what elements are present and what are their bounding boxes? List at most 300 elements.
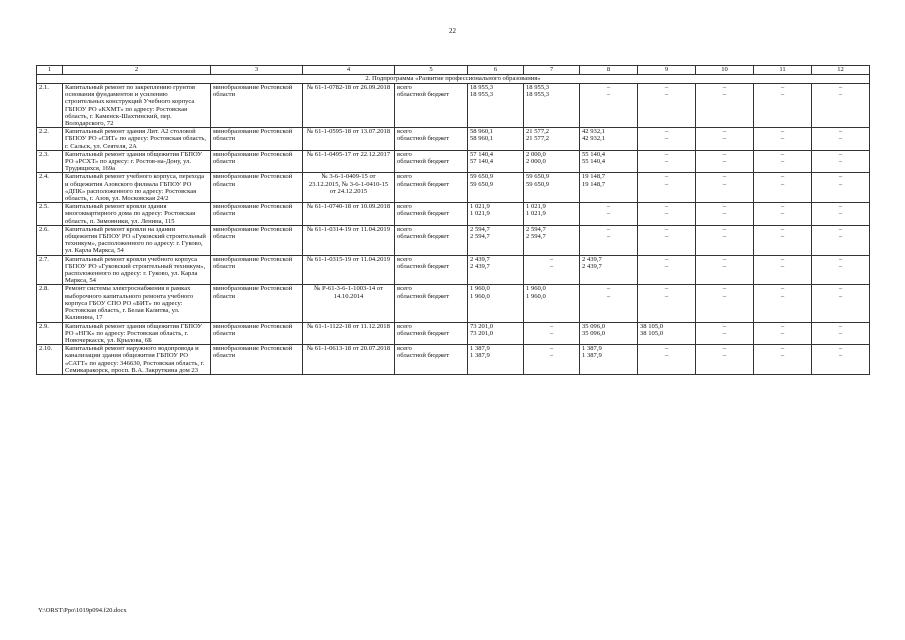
value-total: – xyxy=(549,255,554,263)
value-total: 1 021,9 xyxy=(526,203,546,211)
value-total: – xyxy=(780,225,785,233)
value-col-12 xyxy=(812,255,870,285)
value-total: – xyxy=(722,84,727,91)
value-regional: 1 387,9 xyxy=(470,352,490,360)
value-col-10 xyxy=(696,285,754,322)
value-regional: 1 021,9 xyxy=(526,210,546,218)
value-regional: – xyxy=(780,158,785,166)
value-regional: – xyxy=(664,210,669,218)
value-regional: – xyxy=(664,262,669,270)
design-document: № 61-1-0315-19 от 11.04.2019 xyxy=(303,255,395,285)
value-total: – xyxy=(838,345,843,353)
funding-source-regional: областной бюджет xyxy=(397,352,450,360)
page-number: 22 xyxy=(449,27,456,35)
value-col-6 xyxy=(468,203,524,226)
value-col-9 xyxy=(638,128,696,151)
value-col-7 xyxy=(524,225,580,255)
value-total: – xyxy=(606,225,611,233)
column-number-9: 9 xyxy=(638,66,696,75)
value-regional: – xyxy=(838,158,843,166)
value-regional: – xyxy=(780,180,785,188)
value-total: 18 955,3 xyxy=(526,84,550,91)
funding-source-regional: областной бюджет xyxy=(397,158,450,166)
value-total: – xyxy=(606,203,611,211)
value-total: 18 955,3 xyxy=(470,84,494,91)
value-regional: – xyxy=(664,292,669,300)
column-number-1: 1 xyxy=(37,66,63,75)
value-col-12 xyxy=(812,285,870,322)
funding-source-total: всего xyxy=(397,225,412,233)
value-col-10 xyxy=(696,128,754,151)
value-regional: – xyxy=(838,135,843,143)
value-col-11 xyxy=(754,203,812,226)
responsible-ministry: минобразование Ростовской области xyxy=(211,203,303,226)
value-regional: 58 960,1 xyxy=(470,135,494,143)
value-col-11 xyxy=(754,128,812,151)
object-name: Ремонт системы электроснабжения в рамках выборочного капитального ремонта учебного корпуса ГБОУ СПО РО «БИТ» по адресу: Ростовская область, г. Белая Калитва, ул. Калинина, 17 xyxy=(63,285,211,322)
value-regional: – xyxy=(722,262,727,270)
value-total: 1 960,0 xyxy=(470,285,490,293)
value-regional: – xyxy=(722,135,727,143)
value-total: 1 960,0 xyxy=(526,285,546,293)
value-col-10 xyxy=(696,203,754,226)
value-total: 35 096,0 xyxy=(582,322,606,330)
subprogram-title: 2. Подпрограмма «Развитие профессионального образования» xyxy=(37,75,870,84)
column-number-3: 3 xyxy=(211,66,303,75)
value-regional: 35 096,0 xyxy=(582,329,606,337)
table-row xyxy=(37,285,870,322)
funding-source-total: всего xyxy=(397,84,412,91)
value-regional: – xyxy=(838,233,843,241)
row-number: 2.3. xyxy=(37,150,63,173)
funding-source-regional: областной бюджет xyxy=(397,233,450,241)
value-total: – xyxy=(722,322,727,330)
file-path-footer: Y:\ORST\Ppo\1019p094.f20.docx xyxy=(38,607,127,614)
value-col-10 xyxy=(696,322,754,345)
value-regional: – xyxy=(606,292,611,300)
value-regional: – xyxy=(838,292,843,300)
value-regional: – xyxy=(838,352,843,360)
value-col-9 xyxy=(638,150,696,173)
value-regional: – xyxy=(549,262,554,270)
value-col-10 xyxy=(696,255,754,285)
value-regional: – xyxy=(722,210,727,218)
value-total: 1 387,9 xyxy=(582,345,602,353)
row-number: 2.8. xyxy=(37,285,63,322)
value-col-8 xyxy=(580,84,638,128)
value-regional: – xyxy=(664,180,669,188)
table-row xyxy=(37,322,870,345)
value-col-10 xyxy=(696,225,754,255)
value-regional: – xyxy=(780,210,785,218)
value-col-7 xyxy=(524,322,580,345)
value-total: – xyxy=(838,255,843,263)
column-number-12: 12 xyxy=(812,66,870,75)
value-total: – xyxy=(664,203,669,211)
column-number-row xyxy=(37,66,870,75)
funding-source-total: всего xyxy=(397,203,412,211)
value-regional: 59 650,9 xyxy=(470,180,494,188)
funding-source xyxy=(395,255,468,285)
value-regional: – xyxy=(664,352,669,360)
value-regional: – xyxy=(549,329,554,337)
value-total: 1 021,9 xyxy=(470,203,490,211)
value-regional: – xyxy=(606,233,611,241)
value-col-10 xyxy=(696,173,754,203)
value-regional: – xyxy=(664,135,669,143)
value-regional: – xyxy=(838,180,843,188)
funding-source-total: всего xyxy=(397,128,412,136)
value-total: – xyxy=(780,255,785,263)
value-regional: – xyxy=(780,292,785,300)
funding-source xyxy=(395,128,468,151)
value-col-12 xyxy=(812,225,870,255)
value-col-11 xyxy=(754,255,812,285)
responsible-ministry: минобразование Ростовской области xyxy=(211,128,303,151)
funding-source-total: всего xyxy=(397,285,412,293)
value-regional: 73 201,0 xyxy=(470,329,494,337)
value-total: – xyxy=(838,225,843,233)
value-total: – xyxy=(780,173,785,181)
row-number: 2.2. xyxy=(37,128,63,151)
value-col-11 xyxy=(754,285,812,322)
object-name: Капитальный ремонт учебного корпуса, перехода и общежития Азовского филиала ГБПОУ РО «ДПК» расположенного по адресу: Ростовская область, г. Азов, ул. Московская 24/2 xyxy=(63,173,211,203)
value-col-8 xyxy=(580,203,638,226)
value-col-11 xyxy=(754,84,812,128)
value-total: – xyxy=(780,285,785,293)
object-name: Капитальный ремонт кровли здания многоквартирного дома по адресу: Ростовская область, п. Зимовники, ул. Ленина, 115 xyxy=(63,203,211,226)
value-total: 21 577,2 xyxy=(526,128,550,136)
value-col-9 xyxy=(638,203,696,226)
value-total: – xyxy=(664,255,669,263)
column-number-2: 2 xyxy=(63,66,211,75)
value-col-8 xyxy=(580,322,638,345)
value-col-7 xyxy=(524,150,580,173)
value-total: – xyxy=(664,84,669,91)
value-total: 2 439,7 xyxy=(582,255,602,263)
value-regional: – xyxy=(838,210,843,218)
value-regional: – xyxy=(722,158,727,166)
responsible-ministry: минобразование Ростовской области xyxy=(211,84,303,128)
row-number: 2.4. xyxy=(37,173,63,203)
value-total: 2 000,0 xyxy=(526,150,546,158)
value-total: – xyxy=(838,84,843,91)
value-col-9 xyxy=(638,173,696,203)
value-regional: – xyxy=(838,91,843,99)
funding-source xyxy=(395,225,468,255)
value-col-11 xyxy=(754,225,812,255)
column-number-7: 7 xyxy=(524,66,580,75)
value-total: – xyxy=(780,128,785,136)
value-regional: 18 955,3 xyxy=(526,91,550,99)
value-regional: 1 021,9 xyxy=(470,210,490,218)
value-col-7 xyxy=(524,203,580,226)
object-name: Капитальный ремонт здания общежития ГБПОУ РО «НГК» по адресу: Ростовская область, г. Новочеркасск, ул. Крылова, 6Б xyxy=(63,322,211,345)
value-col-9 xyxy=(638,345,696,375)
funding-source-total: всего xyxy=(397,345,412,353)
responsible-ministry: минобразование Ростовской области xyxy=(211,173,303,203)
budget-table xyxy=(36,65,870,375)
value-regional: 2 439,7 xyxy=(582,262,602,270)
value-total: 2 594,7 xyxy=(470,225,490,233)
value-regional: 21 577,2 xyxy=(526,135,550,143)
table-row xyxy=(37,84,870,128)
table-row xyxy=(37,225,870,255)
value-total: – xyxy=(664,225,669,233)
funding-source-total: всего xyxy=(397,322,412,330)
table-row xyxy=(37,203,870,226)
value-total: – xyxy=(664,128,669,136)
object-name: Капитальный ремонт наружного водопровода и канализации здания общежития ГБПОУ РО «САТТ» по адресу: 346630, Ростовская область, г. Семикаракорск, просп. В.А. Закруткина дом 23 xyxy=(63,345,211,375)
responsible-ministry: минобразование Ростовской области xyxy=(211,225,303,255)
object-name: Капитальный ремонт кровли учебного корпуса ГБПОУ РО «Гуковский строительный техникум», расположенного по адресу: г. Гуково, ул. Карла Маркса, 54 xyxy=(63,255,211,285)
value-total: – xyxy=(838,203,843,211)
row-number: 2.9. xyxy=(37,322,63,345)
responsible-ministry: минобразование Ростовской области xyxy=(211,345,303,375)
value-total: – xyxy=(606,84,611,91)
value-regional: – xyxy=(780,352,785,360)
value-col-9 xyxy=(638,285,696,322)
value-total: – xyxy=(780,84,785,91)
funding-source-total: всего xyxy=(397,255,412,263)
value-col-6 xyxy=(468,150,524,173)
design-document: № 61-1-0314-19 от 11.04.2019 xyxy=(303,225,395,255)
funding-source-regional: областной бюджет xyxy=(397,91,450,99)
value-regional: 42 932,1 xyxy=(582,135,606,143)
value-regional: 1 960,0 xyxy=(470,292,490,300)
value-regional: 2 000,0 xyxy=(526,158,546,166)
table-row xyxy=(37,345,870,375)
value-col-12 xyxy=(812,84,870,128)
funding-source-regional: областной бюджет xyxy=(397,180,450,188)
funding-source-regional: областной бюджет xyxy=(397,210,450,218)
value-total: – xyxy=(549,322,554,330)
value-col-8 xyxy=(580,173,638,203)
value-regional: 19 148,7 xyxy=(582,180,606,188)
funding-source-regional: областной бюджет xyxy=(397,135,450,143)
value-total: 38 105,0 xyxy=(640,322,664,330)
value-regional: 2 439,7 xyxy=(470,262,490,270)
value-total: 2 594,7 xyxy=(526,225,546,233)
funding-source xyxy=(395,285,468,322)
value-regional: – xyxy=(722,329,727,337)
value-total: – xyxy=(664,285,669,293)
value-col-9 xyxy=(638,225,696,255)
value-col-6 xyxy=(468,322,524,345)
value-col-6 xyxy=(468,345,524,375)
value-col-7 xyxy=(524,173,580,203)
funding-source xyxy=(395,345,468,375)
value-col-10 xyxy=(696,84,754,128)
value-total: 42 932,1 xyxy=(582,128,606,136)
value-total: – xyxy=(722,285,727,293)
value-total: – xyxy=(664,345,669,353)
row-number: 2.10. xyxy=(37,345,63,375)
value-regional: – xyxy=(549,352,554,360)
value-col-11 xyxy=(754,173,812,203)
value-regional: – xyxy=(722,292,727,300)
value-regional: – xyxy=(664,91,669,99)
value-regional: 2 594,7 xyxy=(526,233,546,241)
value-col-12 xyxy=(812,173,870,203)
funding-source xyxy=(395,173,468,203)
value-total: – xyxy=(838,173,843,181)
table-row xyxy=(37,150,870,173)
value-regional: 1 387,9 xyxy=(582,352,602,360)
value-regional: – xyxy=(722,91,727,99)
funding-source-regional: областной бюджет xyxy=(397,262,450,270)
value-total: – xyxy=(838,322,843,330)
value-total: – xyxy=(722,150,727,158)
value-col-12 xyxy=(812,203,870,226)
funding-source-total: всего xyxy=(397,150,412,158)
value-total: 2 439,7 xyxy=(470,255,490,263)
object-name: Капитальный ремонт кровли на здании общежития ГБПОУ РО «Гуковский строительный техникум», расположенного по адресу: г. Гуково, ул. Карла Маркса, 54 xyxy=(63,225,211,255)
value-regional: – xyxy=(664,233,669,241)
value-total: – xyxy=(780,322,785,330)
funding-source-regional: областной бюджет xyxy=(397,292,450,300)
design-document: № 61-1-1122-18 от 11.12.2018 xyxy=(303,322,395,345)
value-total: – xyxy=(780,203,785,211)
design-document: № 61-1-0613-18 от 20.07.2018 xyxy=(303,345,395,375)
value-total: – xyxy=(722,255,727,263)
value-col-10 xyxy=(696,150,754,173)
object-name: Капитальный ремонт здания общежития ГБПОУ РО «РСХТ» по адресу: г. Ростов-на-Дону, ул. Трудящихся, 169а xyxy=(63,150,211,173)
funding-source-regional: областной бюджет xyxy=(397,329,450,337)
value-col-9 xyxy=(638,255,696,285)
row-number: 2.1. xyxy=(37,84,63,128)
value-regional: 55 140,4 xyxy=(582,158,606,166)
value-col-11 xyxy=(754,345,812,375)
value-col-6 xyxy=(468,128,524,151)
value-col-11 xyxy=(754,322,812,345)
object-name: Капитальный ремонт по закреплению грунтов основания фундаментов и усилению строительных конструкций Учебного корпуса ГБПОУ РО «КХМТ» по адресу: Ростовская область, г. Каменск-Шахтинский, пер. Володарского, 72 xyxy=(63,84,211,128)
value-regional: 59 650,9 xyxy=(526,180,550,188)
value-total: 55 140,4 xyxy=(582,150,606,158)
value-col-8 xyxy=(580,255,638,285)
design-document: № 61-1-0495-17 от 22.12.2017 xyxy=(303,150,395,173)
value-total: – xyxy=(722,225,727,233)
value-regional: 18 955,3 xyxy=(470,91,494,99)
value-total: 57 140,4 xyxy=(470,150,494,158)
value-regional: – xyxy=(606,91,611,99)
value-regional: – xyxy=(722,180,727,188)
value-col-10 xyxy=(696,345,754,375)
value-regional: – xyxy=(780,135,785,143)
value-regional: 38 105,0 xyxy=(640,329,664,337)
funding-source xyxy=(395,203,468,226)
funding-source xyxy=(395,84,468,128)
value-total: 19 148,7 xyxy=(582,173,606,181)
value-col-12 xyxy=(812,128,870,151)
value-regional: – xyxy=(838,262,843,270)
value-regional: 2 594,7 xyxy=(470,233,490,241)
value-total: – xyxy=(722,203,727,211)
column-number-6: 6 xyxy=(468,66,524,75)
value-regional: – xyxy=(780,233,785,241)
column-number-4: 4 xyxy=(303,66,395,75)
value-total: 59 650,9 xyxy=(470,173,494,181)
value-total: 1 387,9 xyxy=(470,345,490,353)
column-number-11: 11 xyxy=(754,66,812,75)
value-col-6 xyxy=(468,285,524,322)
value-col-8 xyxy=(580,225,638,255)
responsible-ministry: минобразование Ростовской области xyxy=(211,285,303,322)
value-total: – xyxy=(780,150,785,158)
value-col-12 xyxy=(812,150,870,173)
value-col-8 xyxy=(580,285,638,322)
value-col-9 xyxy=(638,322,696,345)
value-col-8 xyxy=(580,150,638,173)
value-total: 58 960,1 xyxy=(470,128,494,136)
row-number: 2.7. xyxy=(37,255,63,285)
value-total: – xyxy=(722,173,727,181)
design-document: № 61-1-0595-18 от 13.07.2018 xyxy=(303,128,395,151)
value-col-8 xyxy=(580,128,638,151)
design-document: № 61-1-0740-18 от 10.09.2018 xyxy=(303,203,395,226)
value-regional: – xyxy=(780,329,785,337)
value-col-12 xyxy=(812,345,870,375)
value-regional: – xyxy=(838,329,843,337)
value-col-7 xyxy=(524,128,580,151)
value-col-6 xyxy=(468,84,524,128)
value-total: – xyxy=(780,345,785,353)
value-regional: – xyxy=(780,91,785,99)
value-col-7 xyxy=(524,285,580,322)
value-total: – xyxy=(838,128,843,136)
value-total: – xyxy=(722,345,727,353)
value-total: 59 650,9 xyxy=(526,173,550,181)
design-document: № 3-6-1-0409-15 от 23.12.2015, № 3-6-1-0410-15 от 24.12.2015 xyxy=(303,173,395,203)
value-col-9 xyxy=(638,84,696,128)
value-regional: 57 140,4 xyxy=(470,158,494,166)
design-document: № Р-61-3-6-1-1003-14 от 14.10.2014 xyxy=(303,285,395,322)
value-total: – xyxy=(606,285,611,293)
column-number-8: 8 xyxy=(580,66,638,75)
table-row xyxy=(37,128,870,151)
value-total: – xyxy=(838,150,843,158)
row-number: 2.5. xyxy=(37,203,63,226)
value-regional: – xyxy=(606,210,611,218)
value-regional: – xyxy=(664,158,669,166)
value-col-7 xyxy=(524,345,580,375)
value-regional: – xyxy=(722,352,727,360)
table-row xyxy=(37,173,870,203)
value-total: – xyxy=(838,285,843,293)
value-regional: 1 960,0 xyxy=(526,292,546,300)
value-col-7 xyxy=(524,255,580,285)
funding-source xyxy=(395,322,468,345)
column-number-5: 5 xyxy=(395,66,468,75)
value-total: 73 201,0 xyxy=(470,322,494,330)
responsible-ministry: минобразование Ростовской области xyxy=(211,150,303,173)
object-name: Капитальный ремонт здания Лит. А2 столовой ГБПОУ РО «СИТ» по адресу: Ростовская область, г. Сальск, ул. Сеятеля, 2А xyxy=(63,128,211,151)
design-document: № 61-1-0782-18 от 26.09.2018 xyxy=(303,84,395,128)
responsible-ministry: минобразование Ростовской области xyxy=(211,255,303,285)
value-col-8 xyxy=(580,345,638,375)
funding-source-total: всего xyxy=(397,173,412,181)
value-col-11 xyxy=(754,150,812,173)
value-total: – xyxy=(664,150,669,158)
value-total: – xyxy=(664,173,669,181)
column-number-10: 10 xyxy=(696,66,754,75)
value-total: – xyxy=(549,345,554,353)
funding-source xyxy=(395,150,468,173)
table-row xyxy=(37,255,870,285)
responsible-ministry: минобразование Ростовской области xyxy=(211,322,303,345)
value-col-6 xyxy=(468,225,524,255)
row-number: 2.6. xyxy=(37,225,63,255)
